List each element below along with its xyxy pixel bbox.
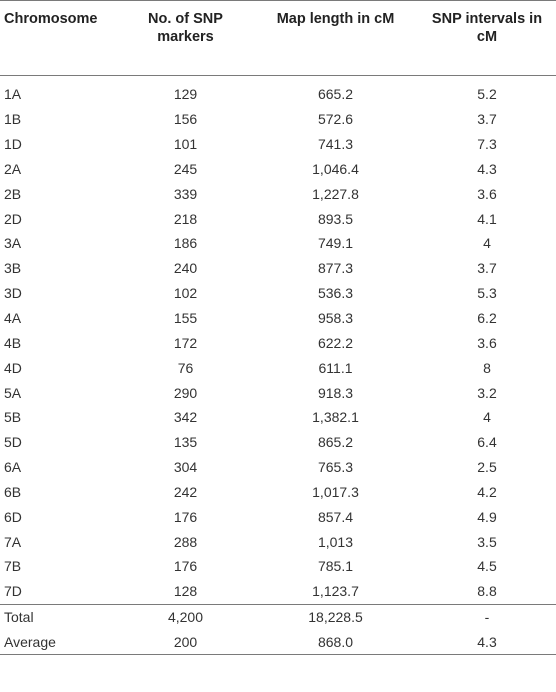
table-row [0,76,556,107]
cell-map-length: 1,227.8 [312,185,359,202]
cell-snp-markers: 176 [173,508,198,525]
header-snp-intervals: SNP intervals in cM [431,11,543,45]
cell-map-length: 536.3 [317,285,354,302]
cell-chromosome: 4D [4,359,22,376]
cell-snp-markers: 156 [173,111,198,128]
cell-chromosome: 5A [4,384,22,401]
cell-map-length: 785.1 [317,558,354,575]
average-map-length: 868.0 [253,630,418,655]
cell-chromosome: 4A [4,310,22,327]
table-row [0,330,556,355]
cell-snp-intervals: 4.2 [477,483,497,500]
average-label: Average [0,630,118,655]
table-body [0,76,556,655]
table-header [0,1,556,76]
table-row [0,405,556,430]
header-chromosome: Chromosome [4,11,98,27]
cell-map-length: 611.1 [318,359,353,376]
header-snp-markers: No. of SNP markers [148,11,223,45]
cell-snp-markers: 76 [177,359,194,376]
cell-snp-markers: 135 [173,434,198,451]
cell-snp-markers: 128 [173,583,198,600]
average-snp-markers: 200 [118,630,253,655]
cell-snp-markers: 339 [173,185,198,202]
cell-snp-intervals: 3.7 [477,111,497,128]
cell-map-length: 918.3 [317,384,354,401]
cell-chromosome: 2A [4,160,22,177]
cell-chromosome: 1D [4,136,22,153]
table-row [0,504,556,529]
cell-snp-intervals: 3.2 [477,384,497,401]
cell-snp-intervals: 3.7 [477,260,497,277]
cell-map-length: 857.4 [317,508,354,525]
cell-snp-intervals: 4.5 [477,558,497,575]
cell-snp-markers: 245 [173,160,198,177]
cell-map-length: 1,382.1 [312,409,359,426]
table-row [0,554,556,579]
cell-map-length: 1,013 [317,533,354,550]
total-snp-intervals: - [418,604,556,629]
cell-snp-intervals: 7.3 [477,136,497,153]
cell-chromosome: 3D [4,285,22,302]
cell-snp-markers: 288 [173,533,198,550]
total-map-length: 18,228.5 [253,604,418,629]
cell-map-length: 958.3 [317,310,354,327]
cell-snp-intervals: 4.1 [477,210,497,227]
cell-snp-intervals: 3.6 [477,334,497,351]
cell-snp-intervals: 8.8 [477,583,497,600]
table-row [0,256,556,281]
cell-snp-intervals: 8 [483,359,491,376]
cell-snp-intervals: 4.3 [477,160,497,177]
cell-snp-markers: 290 [173,384,198,401]
cell-map-length: 865.2 [317,434,354,451]
cell-snp-markers: 176 [173,558,198,575]
cell-map-length: 877.3 [317,260,354,277]
table-row [0,480,556,505]
table-row [0,157,556,182]
cell-snp-intervals: 4 [483,235,491,252]
table-row [0,306,556,331]
cell-map-length: 1,046.4 [312,160,359,177]
table-row [0,455,556,480]
header-row [0,1,556,76]
cell-snp-intervals: 6.4 [477,434,497,451]
table-row [0,529,556,554]
cell-snp-markers: 240 [173,260,198,277]
cell-map-length: 765.3 [317,459,354,476]
cell-chromosome: 1A [4,86,22,103]
cell-snp-markers: 186 [173,235,198,252]
table-row [0,206,556,231]
cell-snp-markers: 304 [173,459,198,476]
cell-snp-intervals: 4 [483,409,491,426]
cell-map-length: 572.6 [317,111,354,128]
cell-chromosome: 7A [4,533,22,550]
cell-chromosome: 3B [4,260,22,277]
total-snp-markers: 4,200 [118,604,253,629]
cell-snp-intervals: 6.2 [477,310,497,327]
table-row [0,107,556,132]
cell-map-length: 741.3 [317,136,354,153]
average-snp-intervals: 4.3 [418,630,556,655]
cell-chromosome: 5B [4,409,22,426]
cell-snp-markers: 218 [173,210,198,227]
cell-map-length: 665.2 [317,86,354,103]
cell-chromosome: 1B [4,111,22,128]
cell-chromosome: 7B [4,558,22,575]
cell-snp-markers: 129 [173,86,198,103]
cell-chromosome: 2D [4,210,22,227]
table-row [0,579,556,604]
table-row [0,430,556,455]
cell-snp-intervals: 3.6 [477,185,497,202]
average-row [0,630,556,655]
cell-map-length: 893.5 [317,210,354,227]
cell-chromosome: 6A [4,459,22,476]
cell-snp-intervals: 5.2 [477,86,497,103]
cell-chromosome: 6B [4,483,22,500]
cell-chromosome: 4B [4,334,22,351]
table-row [0,231,556,256]
cell-chromosome: 3A [4,235,22,252]
cell-chromosome: 7D [4,583,22,600]
header-map-length: Map length in cM [276,11,395,27]
total-label: Total [0,604,118,629]
table-row [0,132,556,157]
cell-map-length: 1,123.7 [312,583,359,600]
cell-snp-intervals: 4.9 [477,508,497,525]
cell-snp-markers: 242 [173,483,198,500]
cell-snp-markers: 342 [173,409,198,426]
table-row [0,181,556,206]
cell-snp-intervals: 5.3 [477,285,497,302]
cell-map-length: 749.1 [317,235,354,252]
cell-snp-markers: 102 [173,285,198,302]
cell-chromosome: 2B [4,185,22,202]
cell-snp-intervals: 2.5 [477,459,497,476]
table-row [0,355,556,380]
cell-snp-markers: 172 [173,334,198,351]
total-row [0,604,556,629]
cell-map-length: 1,017.3 [312,483,359,500]
cell-chromosome: 5D [4,434,22,451]
cell-map-length: 622.2 [317,334,354,351]
cell-chromosome: 6D [4,508,22,525]
cell-snp-markers: 155 [173,310,198,327]
table-row [0,380,556,405]
cell-snp-markers: 101 [173,136,198,153]
table-row [0,281,556,306]
cell-snp-intervals: 3.5 [477,533,497,550]
